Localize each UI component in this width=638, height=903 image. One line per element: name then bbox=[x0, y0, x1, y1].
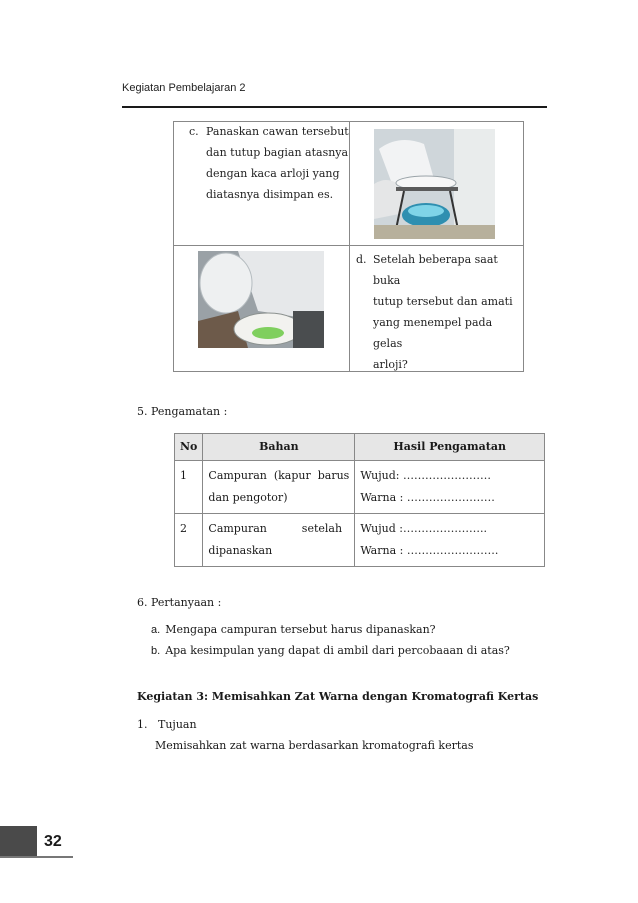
page-badge-rule bbox=[0, 856, 73, 858]
table-header-row bbox=[175, 434, 545, 461]
page-number-badge bbox=[0, 826, 73, 858]
step-d-line: arloji? bbox=[373, 358, 408, 371]
observation-table bbox=[174, 433, 545, 567]
aim-heading: 1. Tujuan bbox=[137, 718, 197, 731]
step-c-line: diatasnya disimpan es. bbox=[206, 188, 334, 201]
page-badge-block bbox=[0, 826, 37, 858]
table-divider-vertical bbox=[349, 122, 350, 371]
cell-bahan-line: dan pengotor) bbox=[208, 491, 288, 504]
cell-hasil bbox=[355, 514, 545, 567]
page-number: 32 bbox=[44, 833, 62, 850]
cell-bahan-line: Campuran (kapur barus bbox=[208, 469, 350, 482]
question-item bbox=[151, 644, 510, 657]
step-d-line: yang menempel pada gelas bbox=[373, 316, 493, 350]
page-header-title: Kegiatan Pembelajaran 2 bbox=[122, 82, 246, 94]
step-c-line: dengan kaca arloji yang bbox=[206, 167, 340, 180]
activity-heading: Kegiatan 3: Memisahkan Zat Warna dengan Kromatografi Kertas bbox=[137, 690, 539, 703]
questions-heading: 6. Pertanyaan : bbox=[137, 596, 222, 609]
cell-hasil-line: Wujud: …………………… bbox=[360, 469, 491, 482]
cell-hasil-line: Warna : ……………………. bbox=[360, 544, 499, 557]
table-divider-horizontal bbox=[174, 245, 523, 246]
heating-dish-photo bbox=[374, 129, 495, 239]
cell-hasil-line: Wujud :………………….. bbox=[360, 522, 487, 535]
heating-dish-photo-drawing bbox=[374, 129, 495, 239]
column-header-hasil: Hasil Pengamatan bbox=[355, 434, 545, 461]
cell-no: 1 bbox=[175, 461, 203, 514]
column-header-no: No bbox=[175, 434, 203, 461]
table-row bbox=[175, 461, 545, 514]
step-c-line: dan tutup bagian atasnya bbox=[206, 146, 349, 159]
column-header-bahan: Bahan bbox=[203, 434, 355, 461]
question-text: Mengapa campuran tersebut harus dipanaskan? bbox=[165, 623, 436, 636]
cell-bahan-line: Campuran setelah bbox=[208, 522, 343, 535]
aim-text: Memisahkan zat warna berdasarkan kromatografi kertas bbox=[155, 739, 474, 752]
cell-bahan bbox=[203, 514, 355, 567]
cell-bahan-line: dipanaskan bbox=[208, 544, 273, 557]
step-d-line: Setelah beberapa saat buka bbox=[373, 253, 498, 287]
header-rule bbox=[122, 106, 547, 108]
watch-glass-photo bbox=[198, 251, 324, 348]
step-c-letter: c. bbox=[189, 125, 199, 138]
step-d-letter: d. bbox=[356, 253, 367, 266]
cell-hasil-line: Warna : …………………… bbox=[360, 491, 495, 504]
step-c bbox=[189, 121, 349, 205]
procedure-steps-table bbox=[173, 121, 524, 372]
question-letter: b. bbox=[151, 645, 161, 657]
cell-hasil bbox=[355, 461, 545, 514]
step-d bbox=[356, 249, 523, 375]
table-row bbox=[175, 514, 545, 567]
step-c-line: Panaskan cawan tersebut bbox=[206, 125, 349, 138]
question-letter: a. bbox=[151, 624, 161, 636]
observation-heading: 5. Pengamatan : bbox=[137, 405, 228, 418]
cell-bahan bbox=[203, 461, 355, 514]
question-text: Apa kesimpulan yang dapat di ambil dari percobaaan di atas? bbox=[165, 644, 510, 657]
watch-glass-photo-drawing bbox=[198, 251, 324, 348]
step-d-line: tutup tersebut dan amati bbox=[373, 295, 513, 308]
cell-no: 2 bbox=[175, 514, 203, 567]
question-item bbox=[151, 623, 436, 636]
